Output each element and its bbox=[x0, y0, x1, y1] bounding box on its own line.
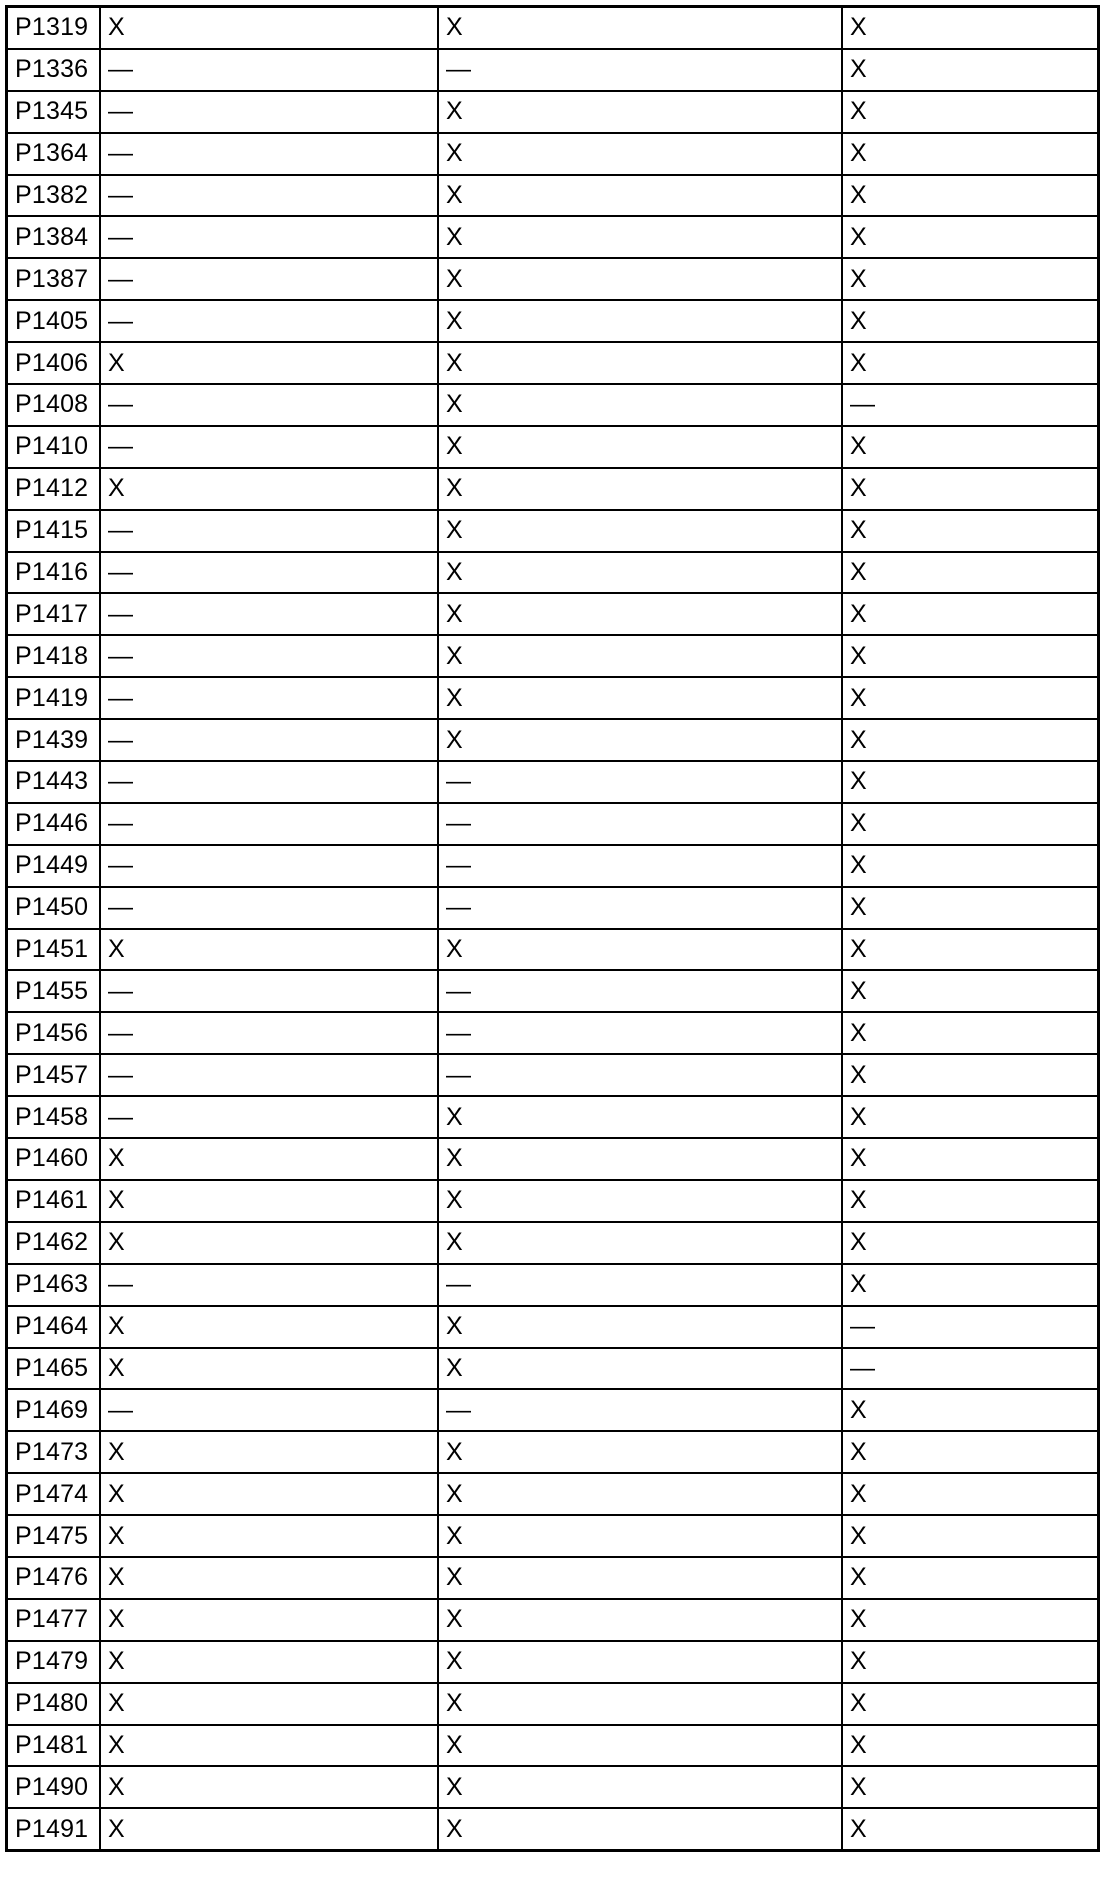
applicability-cell: X bbox=[842, 761, 1098, 803]
dtc-code-cell: P1345 bbox=[7, 91, 100, 133]
applicability-cell: X bbox=[842, 1054, 1098, 1096]
table-row bbox=[7, 887, 1098, 929]
applicability-cell: X bbox=[842, 175, 1098, 217]
table-row bbox=[7, 1180, 1098, 1222]
applicability-cell: X bbox=[100, 1725, 438, 1767]
applicability-cell: X bbox=[438, 929, 842, 971]
applicability-cell: X bbox=[438, 1431, 842, 1473]
applicability-cell: X bbox=[100, 1431, 438, 1473]
applicability-cell: X bbox=[438, 1306, 842, 1348]
applicability-cell: X bbox=[842, 970, 1098, 1012]
dtc-code-cell: P1460 bbox=[7, 1138, 100, 1180]
applicability-cell: — bbox=[100, 593, 438, 635]
applicability-cell: X bbox=[842, 1808, 1098, 1850]
applicability-cell: X bbox=[438, 1180, 842, 1222]
table-body bbox=[7, 7, 1098, 1850]
dtc-code-cell: P1443 bbox=[7, 761, 100, 803]
applicability-cell: — bbox=[100, 510, 438, 552]
applicability-cell: X bbox=[438, 1515, 842, 1557]
dtc-code-cell: P1480 bbox=[7, 1683, 100, 1725]
applicability-cell: — bbox=[842, 1348, 1098, 1390]
table-row bbox=[7, 1725, 1098, 1767]
table-row bbox=[7, 1808, 1098, 1850]
applicability-cell: — bbox=[100, 300, 438, 342]
dtc-code-cell: P1412 bbox=[7, 468, 100, 510]
table-row bbox=[7, 7, 1098, 49]
table-row bbox=[7, 1264, 1098, 1306]
table-row bbox=[7, 552, 1098, 594]
applicability-cell: — bbox=[100, 677, 438, 719]
applicability-cell: — bbox=[100, 1096, 438, 1138]
applicability-cell: X bbox=[438, 1725, 842, 1767]
applicability-cell: X bbox=[100, 1222, 438, 1264]
applicability-cell: — bbox=[100, 719, 438, 761]
table-row bbox=[7, 300, 1098, 342]
applicability-cell: X bbox=[842, 1766, 1098, 1808]
dtc-code-cell: P1419 bbox=[7, 677, 100, 719]
dtc-code-cell: P1410 bbox=[7, 426, 100, 468]
dtc-code-cell: P1481 bbox=[7, 1725, 100, 1767]
applicability-cell: — bbox=[438, 1389, 842, 1431]
dtc-code-cell: P1479 bbox=[7, 1641, 100, 1683]
applicability-cell: X bbox=[438, 719, 842, 761]
applicability-cell: X bbox=[438, 1096, 842, 1138]
table-row bbox=[7, 342, 1098, 384]
applicability-cell: X bbox=[438, 342, 842, 384]
applicability-cell: X bbox=[842, 1138, 1098, 1180]
applicability-cell: X bbox=[842, 1557, 1098, 1599]
table-row bbox=[7, 1306, 1098, 1348]
applicability-cell: X bbox=[438, 1557, 842, 1599]
dtc-code-cell: P1456 bbox=[7, 1012, 100, 1054]
applicability-cell: — bbox=[100, 258, 438, 300]
table-row bbox=[7, 803, 1098, 845]
applicability-cell: X bbox=[438, 258, 842, 300]
applicability-cell: X bbox=[438, 1222, 842, 1264]
applicability-cell: X bbox=[842, 1641, 1098, 1683]
applicability-cell: — bbox=[100, 635, 438, 677]
applicability-cell: X bbox=[842, 468, 1098, 510]
applicability-cell: X bbox=[842, 1222, 1098, 1264]
table-row bbox=[7, 216, 1098, 258]
dtc-code-cell: P1384 bbox=[7, 216, 100, 258]
dtc-code-cell: P1462 bbox=[7, 1222, 100, 1264]
applicability-cell: X bbox=[438, 510, 842, 552]
table-row bbox=[7, 258, 1098, 300]
applicability-cell: X bbox=[100, 1348, 438, 1390]
dtc-code-cell: P1387 bbox=[7, 258, 100, 300]
dtc-code-cell: P1418 bbox=[7, 635, 100, 677]
applicability-cell: X bbox=[100, 1808, 438, 1850]
applicability-cell: — bbox=[100, 970, 438, 1012]
applicability-cell: X bbox=[842, 1096, 1098, 1138]
applicability-cell: — bbox=[100, 1054, 438, 1096]
applicability-cell: X bbox=[842, 1473, 1098, 1515]
applicability-cell: X bbox=[842, 1389, 1098, 1431]
applicability-cell: X bbox=[438, 552, 842, 594]
applicability-cell: X bbox=[100, 1306, 438, 1348]
applicability-cell: X bbox=[100, 468, 438, 510]
applicability-cell: X bbox=[438, 7, 842, 49]
applicability-cell: X bbox=[842, 845, 1098, 887]
dtc-code-cell: P1405 bbox=[7, 300, 100, 342]
applicability-cell: X bbox=[842, 1599, 1098, 1641]
table-row bbox=[7, 468, 1098, 510]
table-row bbox=[7, 1683, 1098, 1725]
dtc-code-cell: P1364 bbox=[7, 133, 100, 175]
applicability-cell: — bbox=[842, 1306, 1098, 1348]
applicability-cell: — bbox=[100, 552, 438, 594]
applicability-cell: X bbox=[842, 593, 1098, 635]
dtc-code-cell: P1464 bbox=[7, 1306, 100, 1348]
table-row bbox=[7, 1012, 1098, 1054]
applicability-cell: — bbox=[438, 803, 842, 845]
table-row bbox=[7, 845, 1098, 887]
applicability-cell: X bbox=[438, 1348, 842, 1390]
applicability-cell: X bbox=[842, 552, 1098, 594]
applicability-cell: X bbox=[438, 635, 842, 677]
applicability-cell: — bbox=[100, 133, 438, 175]
applicability-cell: — bbox=[100, 1264, 438, 1306]
applicability-cell: — bbox=[438, 887, 842, 929]
table-row bbox=[7, 719, 1098, 761]
applicability-cell: X bbox=[842, 1515, 1098, 1557]
applicability-cell: X bbox=[842, 635, 1098, 677]
applicability-cell: X bbox=[842, 91, 1098, 133]
applicability-cell: X bbox=[438, 1473, 842, 1515]
applicability-cell: X bbox=[100, 1473, 438, 1515]
dtc-code-cell: P1450 bbox=[7, 887, 100, 929]
applicability-cell: X bbox=[100, 1138, 438, 1180]
dtc-code-cell: P1491 bbox=[7, 1808, 100, 1850]
table-row bbox=[7, 426, 1098, 468]
table-row bbox=[7, 384, 1098, 426]
dtc-code-cell: P1415 bbox=[7, 510, 100, 552]
applicability-cell: X bbox=[438, 1599, 842, 1641]
applicability-cell: X bbox=[100, 1766, 438, 1808]
applicability-cell: X bbox=[438, 468, 842, 510]
applicability-cell: — bbox=[100, 91, 438, 133]
dtc-code-cell: P1469 bbox=[7, 1389, 100, 1431]
applicability-cell: X bbox=[842, 49, 1098, 91]
applicability-cell: X bbox=[842, 887, 1098, 929]
applicability-cell: X bbox=[842, 300, 1098, 342]
applicability-cell: — bbox=[100, 384, 438, 426]
table-row bbox=[7, 1557, 1098, 1599]
applicability-cell: X bbox=[842, 1431, 1098, 1473]
applicability-cell: X bbox=[438, 1138, 842, 1180]
dtc-code-cell: P1473 bbox=[7, 1431, 100, 1473]
table-row bbox=[7, 1766, 1098, 1808]
applicability-cell: — bbox=[100, 426, 438, 468]
table-row bbox=[7, 1599, 1098, 1641]
dtc-code-cell: P1451 bbox=[7, 929, 100, 971]
table-row bbox=[7, 1515, 1098, 1557]
dtc-code-cell: P1476 bbox=[7, 1557, 100, 1599]
table-row bbox=[7, 635, 1098, 677]
applicability-cell: X bbox=[438, 1808, 842, 1850]
applicability-cell: X bbox=[100, 1641, 438, 1683]
applicability-cell: X bbox=[438, 677, 842, 719]
table-row bbox=[7, 133, 1098, 175]
table-row bbox=[7, 929, 1098, 971]
table-row bbox=[7, 1641, 1098, 1683]
applicability-cell: X bbox=[842, 1725, 1098, 1767]
table-row bbox=[7, 1054, 1098, 1096]
dtc-code-cell: P1475 bbox=[7, 1515, 100, 1557]
applicability-cell: X bbox=[842, 677, 1098, 719]
applicability-cell: — bbox=[100, 175, 438, 217]
applicability-cell: X bbox=[100, 7, 438, 49]
table-row bbox=[7, 970, 1098, 1012]
dtc-code-cell: P1416 bbox=[7, 552, 100, 594]
applicability-cell: X bbox=[438, 1683, 842, 1725]
dtc-applicability-table bbox=[6, 6, 1099, 1851]
applicability-cell: X bbox=[438, 593, 842, 635]
dtc-code-cell: P1457 bbox=[7, 1054, 100, 1096]
dtc-code-cell: P1458 bbox=[7, 1096, 100, 1138]
applicability-cell: X bbox=[842, 803, 1098, 845]
applicability-cell: X bbox=[842, 1012, 1098, 1054]
applicability-cell: — bbox=[100, 803, 438, 845]
applicability-cell: X bbox=[100, 929, 438, 971]
dtc-code-cell: P1446 bbox=[7, 803, 100, 845]
table-row bbox=[7, 1138, 1098, 1180]
applicability-cell: X bbox=[842, 133, 1098, 175]
applicability-cell: X bbox=[438, 91, 842, 133]
dtc-code-cell: P1406 bbox=[7, 342, 100, 384]
dtc-code-cell: P1382 bbox=[7, 175, 100, 217]
applicability-cell: X bbox=[438, 300, 842, 342]
dtc-code-cell: P1465 bbox=[7, 1348, 100, 1390]
applicability-cell: — bbox=[842, 384, 1098, 426]
table-row bbox=[7, 1096, 1098, 1138]
table-row bbox=[7, 510, 1098, 552]
applicability-cell: X bbox=[842, 1264, 1098, 1306]
dtc-code-cell: P1455 bbox=[7, 970, 100, 1012]
applicability-cell: X bbox=[100, 1599, 438, 1641]
applicability-cell: X bbox=[842, 1683, 1098, 1725]
dtc-code-cell: P1336 bbox=[7, 49, 100, 91]
applicability-cell: — bbox=[100, 1389, 438, 1431]
dtc-code-cell: P1319 bbox=[7, 7, 100, 49]
dtc-code-cell: P1461 bbox=[7, 1180, 100, 1222]
applicability-cell: — bbox=[438, 1264, 842, 1306]
applicability-cell: — bbox=[438, 49, 842, 91]
applicability-cell: X bbox=[438, 1641, 842, 1683]
applicability-cell: X bbox=[100, 1180, 438, 1222]
applicability-cell: X bbox=[842, 929, 1098, 971]
applicability-cell: — bbox=[100, 1012, 438, 1054]
applicability-cell: — bbox=[100, 887, 438, 929]
table-row bbox=[7, 1431, 1098, 1473]
applicability-cell: X bbox=[438, 426, 842, 468]
table-row bbox=[7, 1222, 1098, 1264]
dtc-code-cell: P1474 bbox=[7, 1473, 100, 1515]
applicability-cell: X bbox=[842, 1180, 1098, 1222]
applicability-cell: — bbox=[100, 845, 438, 887]
applicability-cell: X bbox=[438, 175, 842, 217]
applicability-cell: X bbox=[842, 510, 1098, 552]
applicability-cell: X bbox=[100, 1515, 438, 1557]
table-row bbox=[7, 1389, 1098, 1431]
applicability-cell: X bbox=[842, 7, 1098, 49]
dtc-code-cell: P1439 bbox=[7, 719, 100, 761]
table-row bbox=[7, 761, 1098, 803]
applicability-cell: X bbox=[842, 258, 1098, 300]
table-row bbox=[7, 1473, 1098, 1515]
applicability-cell: X bbox=[100, 342, 438, 384]
applicability-cell: — bbox=[100, 216, 438, 258]
applicability-cell: X bbox=[842, 426, 1098, 468]
applicability-cell: — bbox=[100, 49, 438, 91]
table-row bbox=[7, 593, 1098, 635]
table-row bbox=[7, 677, 1098, 719]
table-row bbox=[7, 175, 1098, 217]
applicability-cell: X bbox=[438, 216, 842, 258]
dtc-code-cell: P1417 bbox=[7, 593, 100, 635]
applicability-cell: X bbox=[100, 1683, 438, 1725]
dtc-code-cell: P1463 bbox=[7, 1264, 100, 1306]
dtc-code-cell: P1477 bbox=[7, 1599, 100, 1641]
applicability-cell: X bbox=[842, 216, 1098, 258]
dtc-code-cell: P1449 bbox=[7, 845, 100, 887]
applicability-cell: X bbox=[100, 1557, 438, 1599]
table-row bbox=[7, 91, 1098, 133]
applicability-cell: — bbox=[438, 1012, 842, 1054]
applicability-cell: X bbox=[842, 342, 1098, 384]
applicability-cell: — bbox=[438, 970, 842, 1012]
dtc-code-cell: P1490 bbox=[7, 1766, 100, 1808]
applicability-cell: X bbox=[438, 1766, 842, 1808]
dtc-code-cell: P1408 bbox=[7, 384, 100, 426]
applicability-cell: X bbox=[842, 719, 1098, 761]
dtc-applicability-table-container bbox=[6, 6, 1099, 1851]
applicability-cell: — bbox=[100, 761, 438, 803]
applicability-cell: — bbox=[438, 761, 842, 803]
table-row bbox=[7, 49, 1098, 91]
applicability-cell: X bbox=[438, 133, 842, 175]
applicability-cell: X bbox=[438, 384, 842, 426]
table-row bbox=[7, 1348, 1098, 1390]
applicability-cell: — bbox=[438, 1054, 842, 1096]
applicability-cell: — bbox=[438, 845, 842, 887]
